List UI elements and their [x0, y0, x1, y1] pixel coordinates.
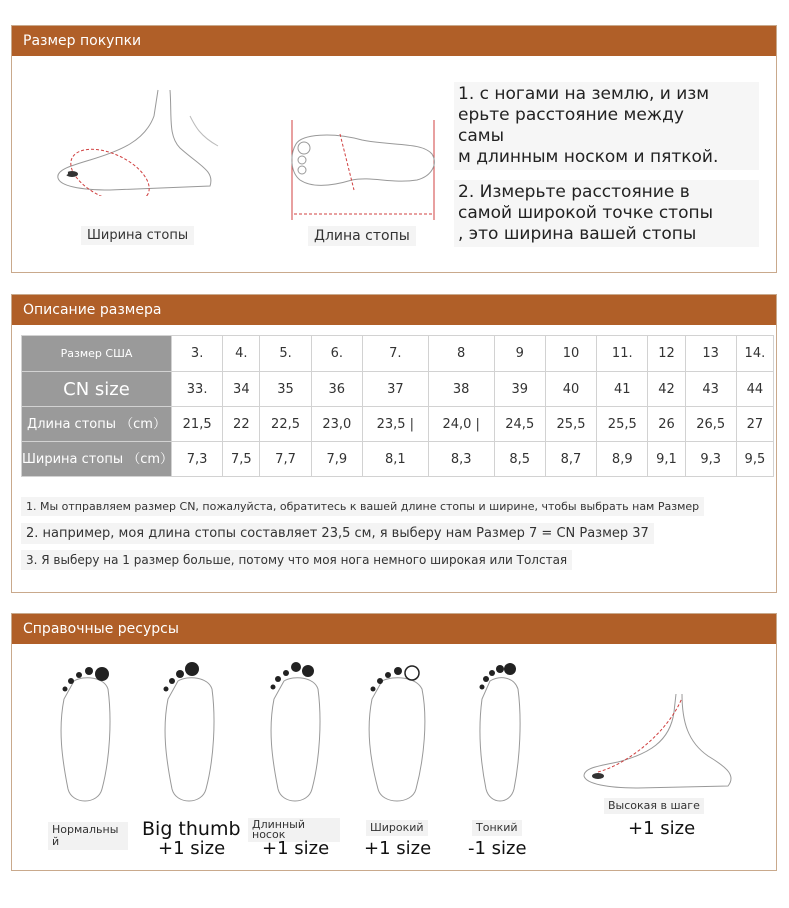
cell: 9,5 [736, 442, 773, 477]
cell: 12 [648, 336, 685, 372]
foot-wide-illustration [364, 659, 434, 809]
cell: 9 [494, 336, 545, 372]
cell: 38 [428, 372, 494, 407]
cell: 11. [597, 336, 648, 372]
cell: 40 [545, 372, 596, 407]
step-1: 1. с ногами на землю, и изм ерьте расстояние между самы м длинным носком и пяткой. [454, 82, 759, 170]
cell: 23,0 [311, 407, 362, 442]
size-description-header: Описание размера [12, 295, 776, 325]
table-row [22, 336, 774, 372]
cell: 22,5 [260, 407, 311, 442]
note-3: 3. Я выберу на 1 размер больше, потому что моя нога немного широкая или Толстая [21, 550, 572, 570]
cell: 9,3 [685, 442, 736, 477]
cell: 41 [597, 372, 648, 407]
cell: 27 [736, 407, 773, 442]
note-1: 1. Мы отправляем размер CN, пожалуйста, обратитесь к вашей длине стопы и ширине, чтобы выбрать нам Размер [21, 497, 704, 516]
cell: 44 [736, 372, 773, 407]
foot-long-toe-label: Длинный носок [248, 818, 340, 842]
purchase-header: Размер покупки [12, 26, 776, 56]
foot-normal-label: Нормальны й [48, 822, 128, 850]
cell: 34 [223, 372, 260, 407]
cell: 8,3 [428, 442, 494, 477]
cell: 25,5 [597, 407, 648, 442]
purchase-panel [11, 25, 777, 273]
foot-wide-size: +1 size [364, 838, 432, 859]
cell: 7,7 [260, 442, 311, 477]
foot-thin-size: -1 size [468, 838, 527, 859]
row-header-length: Длина стопы （cm） [22, 407, 172, 442]
cell: 13 [685, 336, 736, 372]
cell: 22 [223, 407, 260, 442]
cell: 8,5 [494, 442, 545, 477]
foot-thin-illustration [470, 659, 530, 809]
cell: 42 [648, 372, 685, 407]
foot-big-thumb-label: Big thumb [142, 818, 241, 840]
cell: 4. [223, 336, 260, 372]
foot-big-thumb-size: +1 size [158, 838, 226, 859]
cell: 9,1 [648, 442, 685, 477]
width-caption: Ширина стопы [81, 226, 194, 245]
foot-long-toe-size: +1 size [262, 838, 330, 859]
cell: 33. [172, 372, 223, 407]
cell: 8,9 [597, 442, 648, 477]
reference-panel [11, 613, 777, 871]
cell: 26 [648, 407, 685, 442]
foot-thin-label: Тонкий [472, 820, 522, 836]
cell: 7,3 [172, 442, 223, 477]
foot-high-instep-size: +1 size [628, 818, 696, 839]
row-header-us: Размер США [22, 336, 172, 372]
table-row [22, 372, 774, 407]
foot-high-instep-label: Высокая в шаге [604, 798, 704, 814]
measure-instructions [454, 82, 759, 247]
table-row [22, 442, 774, 477]
foot-big-thumb-illustration [158, 659, 224, 809]
foot-normal-illustration [54, 659, 120, 809]
size-description-panel [11, 294, 777, 593]
note-2: 2. например, моя длина стопы составляет 23,5 см, я выберу нам Размер 7 = CN Размер 37 [21, 523, 654, 544]
cell: 6. [311, 336, 362, 372]
cell: 24,5 [494, 407, 545, 442]
cell: 5. [260, 336, 311, 372]
cell: 8,7 [545, 442, 596, 477]
foot-high-instep-illustration [578, 692, 738, 792]
cell: 7,9 [311, 442, 362, 477]
cell: 26,5 [685, 407, 736, 442]
cell: 21,5 [172, 407, 223, 442]
cell: 37 [362, 372, 428, 407]
foot-top-length-illustration [282, 114, 442, 226]
cell: 14. [736, 336, 773, 372]
length-caption: Длина стопы [308, 226, 416, 246]
row-header-cn: CN size [22, 372, 172, 407]
cell: 25,5 [545, 407, 596, 442]
foot-long-toe-illustration [264, 659, 330, 809]
cell: 39 [494, 372, 545, 407]
reference-header: Справочные ресурсы [12, 614, 776, 644]
cell: 8 [428, 336, 494, 372]
cell: 23,5 | [362, 407, 428, 442]
row-header-width: Ширина стопы （cm） [22, 442, 172, 477]
cell: 7,5 [223, 442, 260, 477]
cell: 24,0 | [428, 407, 494, 442]
size-table [21, 335, 774, 477]
cell: 7. [362, 336, 428, 372]
cell: 10 [545, 336, 596, 372]
step-2: 2. Измерьте расстояние в самой широкой точке стопы , это ширина вашей стопы [454, 180, 759, 247]
cell: 43 [685, 372, 736, 407]
cell: 35 [260, 372, 311, 407]
table-row [22, 407, 774, 442]
cell: 8,1 [362, 442, 428, 477]
cell: 36 [311, 372, 362, 407]
foot-side-width-illustration [50, 86, 230, 196]
cell: 3. [172, 336, 223, 372]
foot-wide-label: Широкий [366, 820, 428, 836]
